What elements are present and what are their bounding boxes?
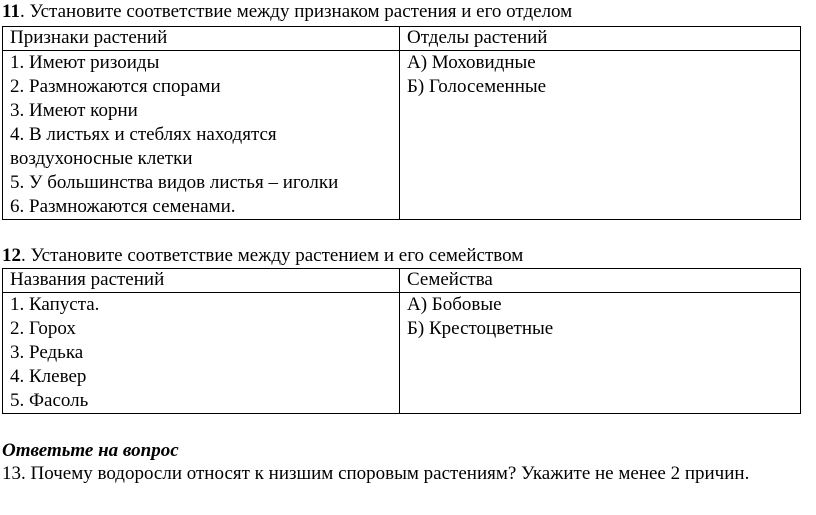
task-13-heading: Ответьте на вопрос <box>2 440 179 461</box>
task-12-text: . Установите соответствие между растением и его семейством <box>21 245 524 266</box>
task-11-divisions-cell <box>400 51 801 220</box>
task-11-trait: 1. Имеют ризоиды <box>10 52 160 73</box>
task-11-number: 11 <box>2 1 20 22</box>
task-11-trait: 4. В листьях и стеблях находятся <box>10 124 277 145</box>
task-12-body-row <box>3 293 801 414</box>
task-12-family: Б) Крестоцветные <box>407 318 554 339</box>
task-11-traits-cell <box>3 51 400 220</box>
task-12-family: А) Бобовые <box>407 294 502 315</box>
task-11-text: . Установите соответствие между признаком растения и его отделом <box>19 1 573 22</box>
task-12-plant: 4. Клевер <box>10 366 87 387</box>
task-11-trait: 3. Имеют корни <box>10 100 138 121</box>
task-11-header-right: Отделы растений <box>400 27 801 51</box>
task-12-table <box>2 268 801 414</box>
task-12-header-left: Названия растений <box>3 269 400 293</box>
task-11-trait: 2. Размножаются спорами <box>10 76 221 97</box>
task-11-division: Б) Голосеменные <box>407 76 547 97</box>
task-12-plant: 1. Капуста. <box>10 294 100 315</box>
task-11-division: А) Моховидные <box>407 52 536 73</box>
task-11-header-left: Признаки растений <box>3 27 400 51</box>
task-12-plant: 5. Фасоль <box>10 390 89 411</box>
task-12-plant: 3. Редька <box>10 342 84 363</box>
task-11-header-row <box>3 27 801 51</box>
task-11-trait: воздухоносные клетки <box>10 148 193 169</box>
task-12-plant: 2. Горох <box>10 318 76 339</box>
task-12-header-row <box>3 269 801 293</box>
task-11-title <box>2 1 572 23</box>
task-11-trait: 5. У большинства видов листья – иголки <box>10 172 339 193</box>
task-12-title <box>2 245 523 267</box>
task-12-number: 12 <box>2 245 21 266</box>
task-12-families-cell <box>400 293 801 414</box>
task-11-trait: 6. Размножаются семенами. <box>10 196 236 217</box>
task-11-table <box>2 26 801 220</box>
task-12-header-right: Семейства <box>400 269 801 293</box>
task-11-body-row <box>3 51 801 220</box>
task-12-plants-cell <box>3 293 400 414</box>
task-13-question: 13. Почему водоросли относят к низшим споровым растениям? Укажите не менее 2 причин. <box>2 463 750 484</box>
